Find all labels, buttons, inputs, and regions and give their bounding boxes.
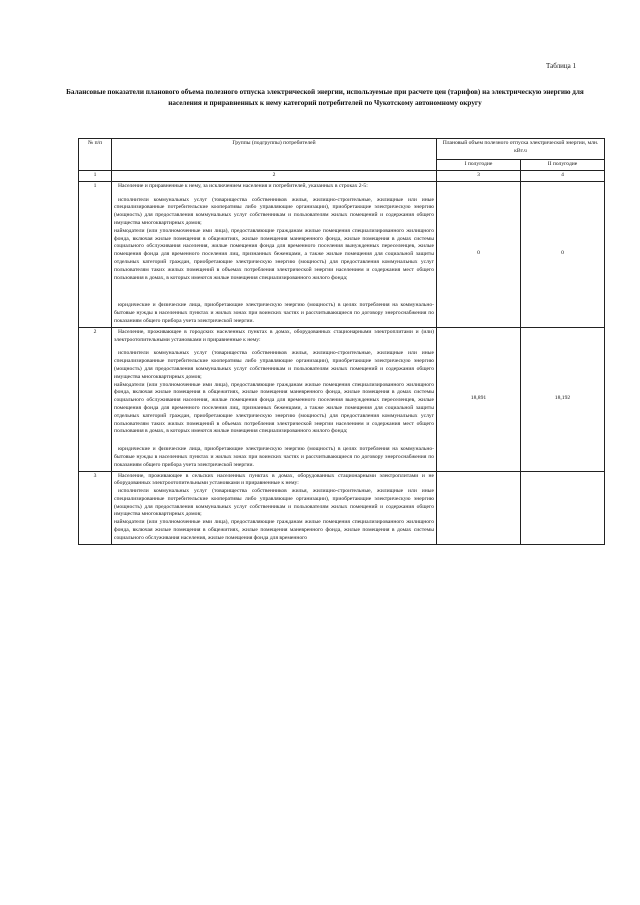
row-description xyxy=(112,471,437,544)
index-cell: 4 xyxy=(521,170,605,181)
value-half-1 xyxy=(437,471,521,544)
row-lead-text: Население, проживающее в сельских населенных пунктах в домах, оборудованных стационарными электроплитами и не оборудованных электроотопительными установками и приравненные к нему: xyxy=(114,472,434,487)
table-row xyxy=(79,471,605,544)
table-number-label: Таблица 1 xyxy=(546,62,576,70)
row-number: 1 xyxy=(79,181,112,327)
table-row xyxy=(79,181,605,327)
row-description xyxy=(112,327,437,471)
row-paragraph: исполнители коммунальных услуг (товарищества собственников жилья, жилищно-строительные, жилищные или иные специализированные потребительские кооперативы либо управляющие организации), приобретающие электрическую энергию (мощность) для предоставления коммунальных услуг собственникам и пользователям жилых помещений и содержания общего имущества многоквартирных домов; xyxy=(114,350,434,380)
index-cell: 1 xyxy=(79,170,112,181)
row-paragraph: исполнители коммунальных услуг (товарищества собственников жилья, жилищно-строительные, жилищные или иные специализированные потребительские кооперативы либо управляющие организации), приобретающие электрическую энергию (мощность) для предоставления коммунальных услуг собственникам и пользователям жилых помещений и содержания общего имущества многоквартирных домов; xyxy=(114,196,434,226)
header-half-2: II полугодие xyxy=(521,160,605,171)
column-index-row xyxy=(79,170,605,181)
row-description xyxy=(112,181,437,327)
row-number: 2 xyxy=(79,327,112,471)
row-lead-text: Население и приравненные к нему, за исключением населения и потребителей, указанных в строках 2-5: xyxy=(118,182,368,189)
value-half-1: 18,891 xyxy=(437,327,521,471)
header-volume: Плановый объем полезного отпуска электрической энергии, млн. кВт.ч xyxy=(437,139,605,160)
row-lead-text: Население, проживающее в городских населенных пунктах в домах, оборудованных стационарными электроплитами и (или) электроотопительными установками и приравненные к нему: xyxy=(114,328,434,343)
row-paragraph: наймодатели (или уполномоченные ими лица), предоставляющие гражданам жилые помещения специализированного жилищного фонда, включая жилые помещения в общежитиях, жилые помещения маневренного фонда, жилые помещения в домах системы социального обслуживания населения, жилые помещения фонда для временного xyxy=(114,519,434,541)
row-paragraph: юридические и физические лица, приобретающие электрическую энергию (мощность) в целях потребления на коммунально-бытовые нужды в населенных пунктах и жилых зонах при воинских частях и рассчитывающиеся по договору энергоснабжения по показаниям общего прибора учета электрической энергии. xyxy=(114,446,434,468)
balance-table xyxy=(78,138,605,545)
row-number: 3 xyxy=(79,471,112,544)
header-group: Группы (подгруппы) потребителей xyxy=(112,139,437,171)
value-half-2 xyxy=(521,471,605,544)
row-paragraph: наймодатели (или уполномоченные ими лица), предоставляющие гражданам жилые помещения специализированного жилищного фонда, включая жилые помещения в общежитиях, жилые помещения маневренного фонда, жилые помещения в домах системы социального обслуживания населения, жилые помещения фонда для временного поселения вынужденных переселенцев, жилые помещения фонда для временного поселения лиц, признанных беженцами, а также жилые помещения для социальной защиты отдельных категорий граждан, приобретающие электрическую энергию (мощность) для предоставления коммунальных услуг пользователям таких жилых помещений в объемах потребления электрической энергии населением и содержания мест общего пользования в домах, в которых имеются жилые помещения специализированного жилого фонда; xyxy=(114,227,434,281)
index-cell: 2 xyxy=(112,170,437,181)
value-half-2: 0 xyxy=(521,181,605,327)
row-paragraph: исполнители коммунальных услуг (товарищества собственников жилья, жилищно-строительные, жилищные или иные специализированные потребительские кооперативы либо управляющие организации), приобретающие электрическую энергию (мощность) для предоставления коммунальных услуг собственникам и пользователям жилых помещений и содержания общего имущества многоквартирных домов; xyxy=(114,488,434,518)
document-title: Балансовые показатели планового объема полезного отпуска электрической энергии, используемые при расчете цен (тарифов) на электрическую энергию для населения и приравненных к нему категорий потребителей по Чукотскому автономному округу xyxy=(66,88,584,107)
table-header-row xyxy=(79,139,605,160)
header-num: № п/п xyxy=(79,139,112,171)
index-cell: 3 xyxy=(437,170,521,181)
value-half-2: 18,192 xyxy=(521,327,605,471)
table-row xyxy=(79,327,605,471)
row-paragraph: наймодатели (или уполномоченные ими лица), предоставляющие гражданам жилые помещения специализированного жилищного фонда, включая жилые помещения в общежитиях, жилые помещения маневренного фонда, жилые помещения в домах системы социального обслуживания населения, жилые помещения фонда для временного поселения вынужденных переселенцев, жилые помещения фонда для временного поселения лиц, признанных беженцами, а также жилые помещения для социальной защиты отдельных категорий граждан, приобретающие электрическую энергию (мощность) для предоставления коммунальных услуг пользователям таких жилых помещений в объемах потребления электрической энергии населением и содержания мест общего пользования в домах, в которых имеются жилые помещения специализированного жилого фонда; xyxy=(114,381,434,435)
header-half-1: I полугодие xyxy=(437,160,521,171)
value-half-1: 0 xyxy=(437,181,521,327)
row-paragraph: юридические и физические лица, приобретающие электрическую энергию (мощность) в целях потребления на коммунально-бытовые нужды в населенных пунктах и жилых зонах при воинских частях и рассчитывающиеся по договору энергоснабжения по показаниям общего прибора учета электрической энергии. xyxy=(114,302,434,324)
